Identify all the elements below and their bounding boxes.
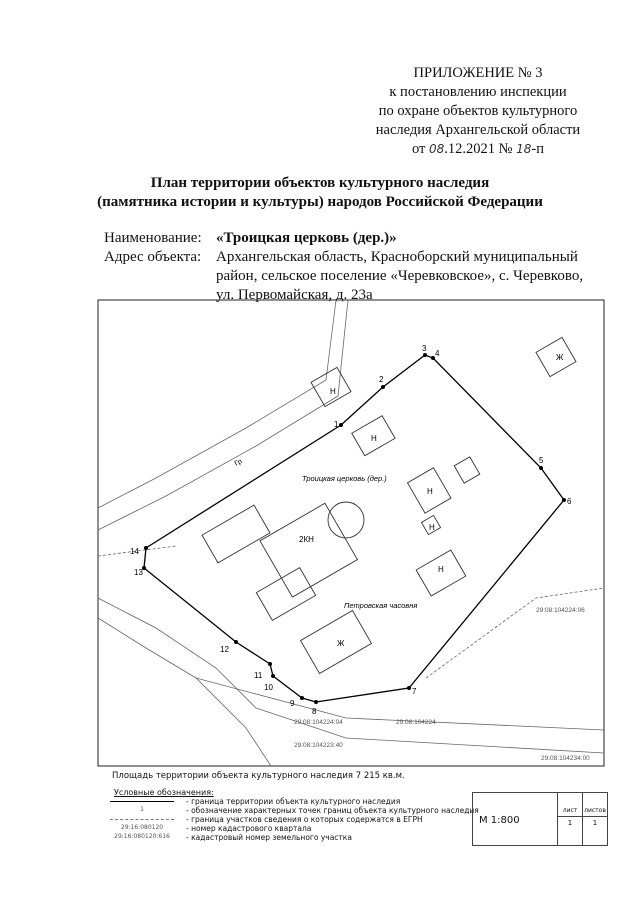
boundary-point-12 [234,640,238,644]
legend-item [110,797,480,806]
point-label-12: 12 [220,645,229,654]
boundary-point-2 [381,385,385,389]
date-rest: .12.2021 № [444,141,513,157]
boundary-point-8 [314,700,318,704]
cadastral-number: 29:08:104224:06 [536,607,585,614]
boundary-point-14 [144,546,148,550]
point-label-1: 1 [334,420,339,429]
date-prefix: от [411,141,426,157]
parcel-boundary [426,588,604,678]
point-label-5: 5 [539,456,544,465]
legend [100,769,608,849]
title-line-2: (памятника истории и культуры) народов Российской Федерации [97,194,543,210]
point-label-10: 10 [264,683,273,692]
buildings [202,337,576,673]
cadastral-number: 29:08:104224 [396,719,436,726]
building-label: Н [438,565,444,574]
object-info [104,229,604,305]
point-label-7: 7 [412,687,417,696]
territory-plan [96,298,606,768]
point-label-13: 13 [134,568,143,577]
church-label: 2КН [299,535,314,544]
sheet-cell [557,793,582,845]
building-label: Н [429,523,435,532]
legend-text: - граница участков сведения о которых содержатся в ЕГРН [186,815,423,824]
cadastral-number: 29:08:104223:40 [294,742,343,749]
point-label-2: 2 [379,375,384,384]
road-label: Гр [233,458,244,468]
road-edge [98,598,256,708]
sheets-value: 1 [592,819,598,827]
building-outline [202,505,270,563]
point-symbol: 1 [140,806,144,813]
scale-label: М 1:800 [479,815,520,826]
boundary-point-11 [268,662,272,666]
legend-item [110,824,480,833]
boundary-point-1 [339,423,343,427]
appendix-line: по охране объектов культурного [378,103,578,119]
legend-text: - кадастровый номер земельного участка [186,833,352,842]
building-label: Н [371,434,377,443]
church-apse [328,502,364,538]
legend-item [110,815,480,824]
point-label-9: 9 [290,699,295,708]
decree-number: 18 [516,142,532,156]
legend-text: - граница территории объекта культурного наследия [186,797,401,806]
legend-text: - номер кадастрового квартала [186,824,312,833]
sheets-cell [582,793,607,845]
point-label-6: 6 [567,497,572,506]
appendix-header [358,64,598,159]
number-suffix: -п [531,141,545,157]
boundary-symbol [110,797,174,802]
point-label-14: 14 [130,547,139,556]
title-line-1: План территории объектов культурного наследия [150,175,490,191]
address-line-1: Архангельская область, Красноборский муниципальный [216,249,578,265]
sheet-value: 1 [567,819,573,827]
building-label: Ж [337,639,345,648]
cadastral-number: 29:08:104234:00 [541,755,590,762]
date-day: 08 [429,142,445,156]
sheet-header: лист [558,807,582,817]
appendix-title: ПРИЛОЖЕНИЕ № 3 [413,65,543,81]
boundary-point-10 [271,674,275,678]
legend-text: - обозначение характерных точек границ объекта культурного наследия [186,806,479,815]
address-line-3: ул. Первомайская, д. 23а [216,287,373,303]
road-edge [98,618,271,766]
name-value: «Троицкая церковь (дер.)» [216,230,397,246]
boundary-point-5 [539,466,543,470]
appendix-line: к постановлению инспекции [389,84,567,100]
boundary-point-6 [562,498,566,502]
building-outline [256,568,315,621]
name-label: Наименование: [104,230,202,246]
building-label: Ж [556,353,564,362]
sheets-header: листов [583,807,607,817]
chapel-caption: Петровская часовня [344,601,418,610]
area-text: Площадь территории объекта культурного наследия 7 215 кв.м. [112,771,405,781]
church-caption: Троицкая церковь (дер.) [302,474,387,483]
point-label-11: 11 [254,671,263,680]
road-edge [98,300,336,508]
parcel-number-symbol: 29:16:080120:616 [114,833,170,840]
document-title [0,174,640,212]
address-value [216,248,601,267]
cadastral-number: 29:08:104224:04 [294,719,343,726]
boundary-points [142,353,566,704]
boundary-point-7 [407,686,411,690]
quarter-symbol: 29:16:080120 [120,824,164,831]
building-label: Н [427,487,433,496]
point-label-4: 4 [435,349,440,358]
appendix-date-line [358,140,598,159]
appendix-line: наследия Архангельской области [375,122,581,138]
point-label-3: 3 [422,344,427,353]
address-label: Адрес объекта: [104,249,202,265]
legend-item [110,833,480,842]
boundary-point-9 [300,696,304,700]
title-block [472,792,608,846]
point-label-8: 8 [312,707,317,716]
building-label: Н [330,387,336,396]
road-edge [98,300,348,530]
address-line-2: район, сельское поселение «Черевковское», с. Черевково, [216,268,584,284]
parcel-symbol [110,815,174,820]
legend-item [110,806,480,815]
legend-heading: Условные обозначения: [114,788,214,797]
territory-boundary [144,355,564,702]
boundary-point-3 [423,353,427,357]
building-small [454,457,480,483]
building-zh2 [301,611,372,674]
